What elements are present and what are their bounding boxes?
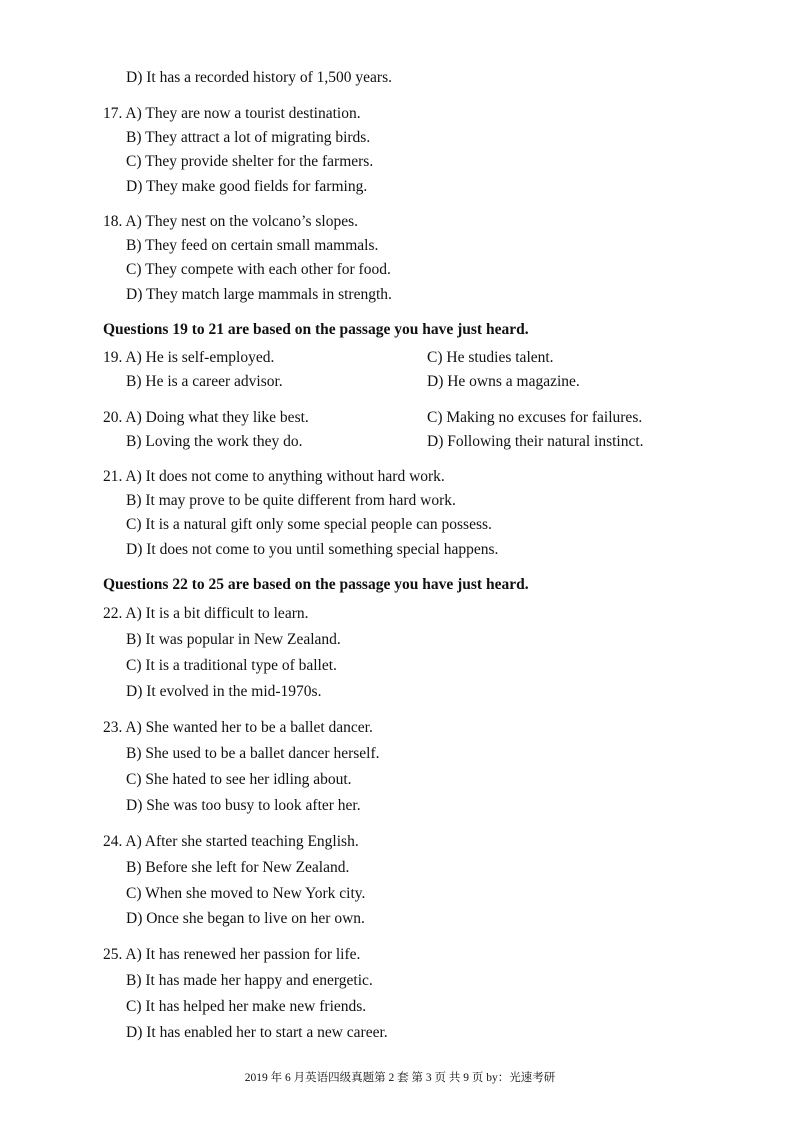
q20-option-b: B) Loving the work they do.: [126, 433, 303, 450]
q23-option-a: 23. A) She wanted her to be a ballet dancer.: [103, 719, 373, 736]
q21-option-a: 21. A) It does not come to anything without hard work.: [103, 468, 445, 485]
q17-option-d: D) They make good fields for farming.: [126, 178, 368, 195]
q18-option-d: D) They match large mammals in strength.: [126, 286, 392, 303]
q22-option-b: B) It was popular in New Zealand.: [126, 631, 341, 648]
q25-option-a: 25. A) It has renewed her passion for life.: [103, 946, 361, 963]
q21-option-b: B) It may prove to be quite different from hard work.: [126, 492, 456, 509]
q23-option-b: B) She used to be a ballet dancer herself.: [126, 745, 380, 762]
section-heading-19-21: Questions 19 to 21 are based on the passage you have just heard.: [103, 321, 529, 338]
q18-option-c: C) They compete with each other for food.: [126, 261, 391, 278]
q21-option-c: C) It is a natural gift only some special people can possess.: [126, 516, 492, 533]
q17-option-c: C) They provide shelter for the farmers.: [126, 153, 374, 170]
q24-option-d: D) Once she began to live on her own.: [126, 910, 365, 927]
q19-option-d: D) He owns a magazine.: [427, 373, 580, 390]
q16-option-d: D) It has a recorded history of 1,500 years.: [126, 69, 392, 86]
q25-option-b: B) It has made her happy and energetic.: [126, 972, 373, 989]
q24-option-b: B) Before she left for New Zealand.: [126, 859, 350, 876]
q21-option-d: D) It does not come to you until something special happens.: [126, 541, 499, 558]
q23-option-c: C) She hated to see her idling about.: [126, 771, 352, 788]
q18-option-b: B) They feed on certain small mammals.: [126, 237, 379, 254]
q25-option-d: D) It has enabled her to start a new career.: [126, 1024, 388, 1041]
q22-option-d: D) It evolved in the mid-1970s.: [126, 683, 322, 700]
q17-option-a: 17. A) They are now a tourist destination.: [103, 105, 361, 122]
q22-option-c: C) It is a traditional type of ballet.: [126, 657, 337, 674]
q18-option-a: 18. A) They nest on the volcano’s slopes.: [103, 213, 359, 230]
q24-option-c: C) When she moved to New York city.: [126, 885, 366, 902]
q19-option-c: C) He studies talent.: [427, 349, 554, 366]
q17-option-b: B) They attract a lot of migrating birds.: [126, 129, 371, 146]
q25-option-c: C) It has helped her make new friends.: [126, 998, 367, 1015]
q24-option-a: 24. A) After she started teaching English.: [103, 833, 359, 850]
q20-option-a: 20. A) Doing what they like best.: [103, 409, 309, 426]
q22-option-a: 22. A) It is a bit difficult to learn.: [103, 605, 309, 622]
q20-option-d: D) Following their natural instinct.: [427, 433, 644, 450]
q23-option-d: D) She was too busy to look after her.: [126, 797, 361, 814]
section-heading-22-25: Questions 22 to 25 are based on the passage you have just heard.: [103, 576, 529, 593]
q19-option-b: B) He is a career advisor.: [126, 373, 283, 390]
q20-option-c: C) Making no excuses for failures.: [427, 409, 643, 426]
q19-option-a: 19. A) He is self-employed.: [103, 349, 275, 366]
page-footer: 2019 年 6 月英语四级真题第 2 套 第 3 页 共 9 页 by：光速考研: [244, 1072, 556, 1084]
